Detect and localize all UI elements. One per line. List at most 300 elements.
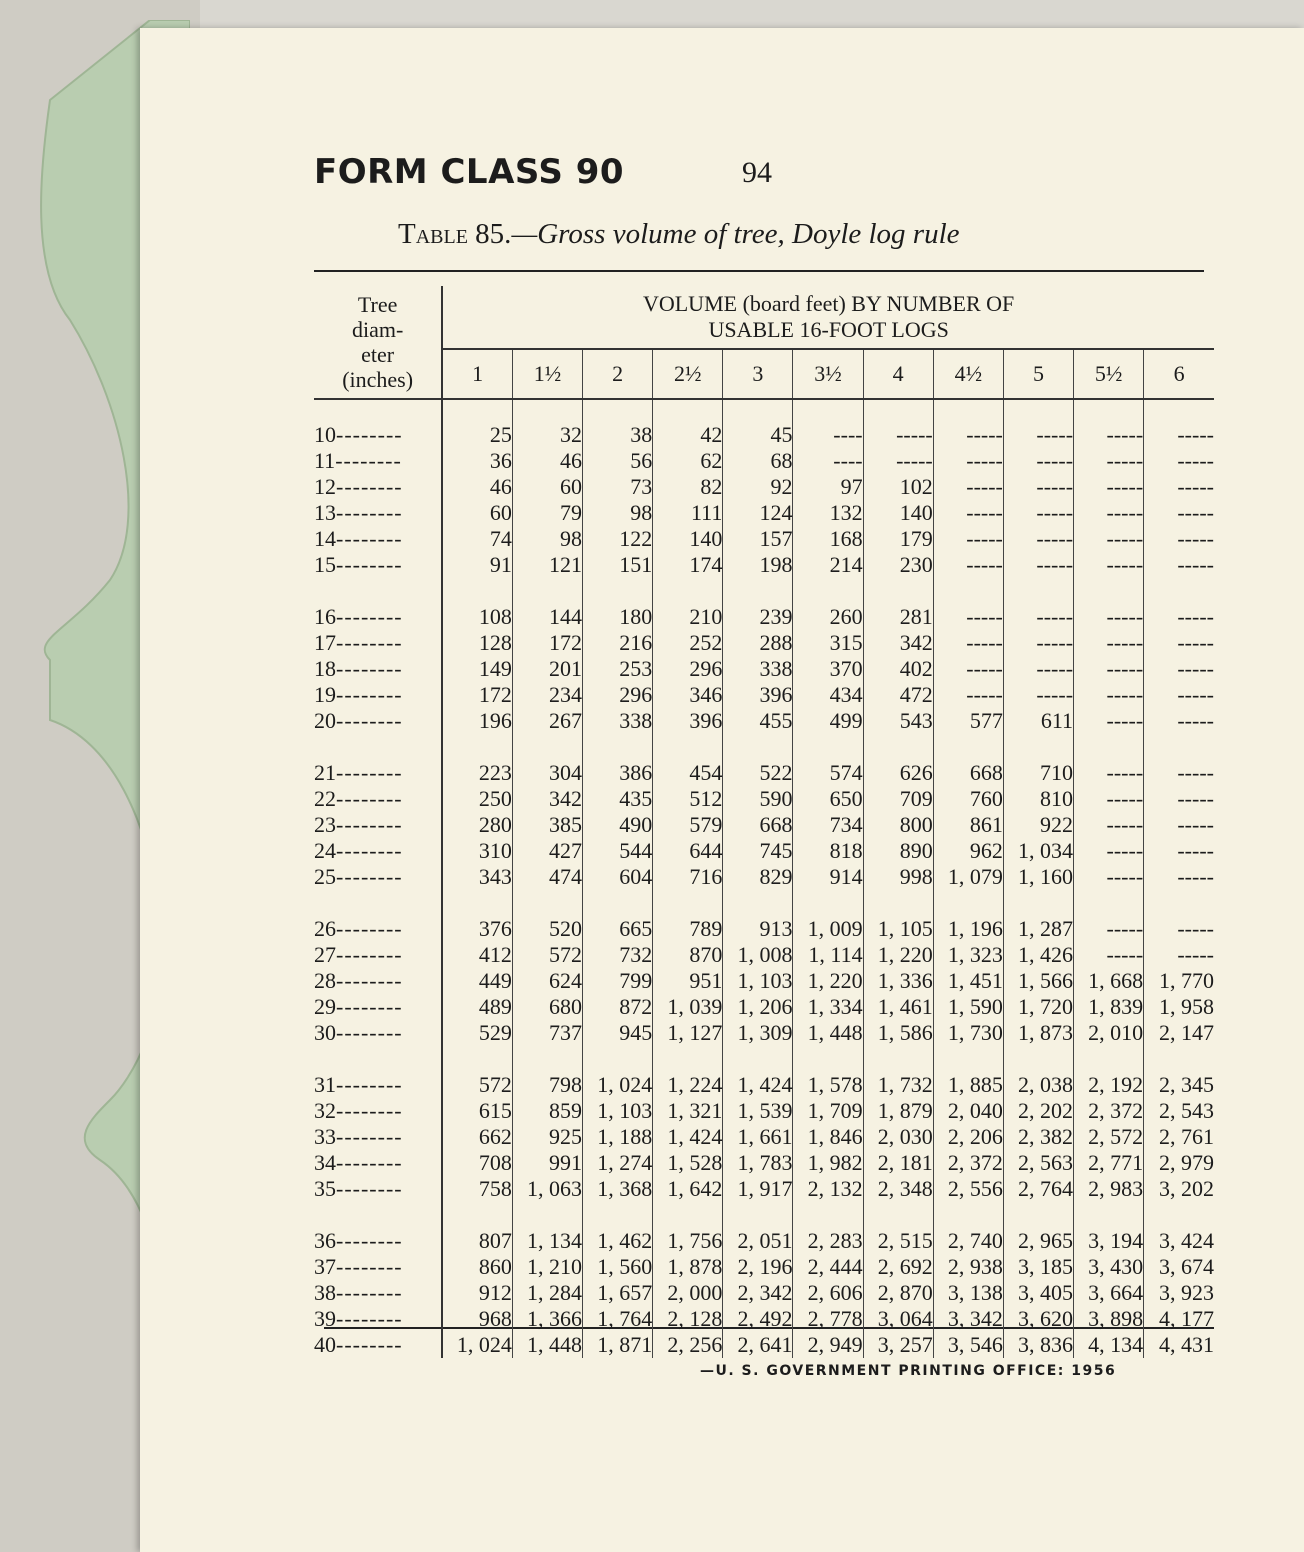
volume-cell: 1, 783 — [723, 1150, 793, 1176]
spacer-cell — [933, 1202, 1003, 1228]
spacer-cell — [512, 1202, 582, 1228]
diameter-cell — [314, 1072, 442, 1098]
diameter-cell — [314, 604, 442, 630]
diameter-value: 40 — [314, 1332, 336, 1357]
volume-cell: 2, 764 — [1003, 1176, 1073, 1202]
volume-cell: 914 — [793, 864, 863, 890]
table-row — [314, 526, 1214, 552]
spacer-cell — [863, 1202, 933, 1228]
volume-cell: 624 — [512, 968, 582, 994]
table-row — [314, 1306, 1214, 1332]
volume-cell: ----- — [1003, 448, 1073, 474]
log-count-header: 1½ — [512, 349, 582, 399]
volume-cell: 216 — [583, 630, 653, 656]
volume-cell: ----- — [1074, 682, 1144, 708]
group-spacer — [314, 1202, 1214, 1228]
spacer-cell — [1074, 890, 1144, 916]
volume-cell: 74 — [442, 526, 512, 552]
volume-cell: 2, 345 — [1159, 1072, 1214, 1097]
spacer-cell — [1003, 890, 1073, 916]
volume-cell: 2, 283 — [793, 1228, 863, 1254]
volume-cell: 818 — [793, 838, 863, 864]
volume-cell: ---- — [793, 448, 863, 474]
spacer-cell — [512, 1046, 582, 1072]
volume-cell: 474 — [512, 864, 582, 890]
volume-cell: 198 — [723, 552, 793, 578]
volume-cell: 449 — [442, 968, 512, 994]
volume-cell: 68 — [723, 448, 793, 474]
volume-cell: 1, 103 — [583, 1098, 653, 1124]
volume-cell: 860 — [442, 1254, 512, 1280]
volume-cell: 3, 185 — [1003, 1254, 1073, 1280]
volume-cell: ----- — [1177, 916, 1214, 941]
leader-dots: -------- — [336, 1228, 403, 1253]
volume-cell: 1, 024 — [583, 1072, 653, 1098]
volume-cell: 1, 366 — [512, 1306, 582, 1332]
volume-cell: 3, 898 — [1074, 1306, 1144, 1332]
volume-cell: 1, 424 — [653, 1124, 723, 1150]
volume-cell: 128 — [442, 630, 512, 656]
spacer-cell — [1144, 1046, 1214, 1072]
volume-cell: ----- — [933, 552, 1003, 578]
volume-cell: ----- — [1003, 604, 1073, 630]
spacer-cell — [442, 734, 512, 760]
volume-cell: 140 — [863, 500, 933, 526]
diameter-header-line: (inches) — [342, 367, 414, 392]
volume-cell: ----- — [933, 474, 1003, 500]
volume-cell: 3, 674 — [1159, 1254, 1214, 1279]
log-count-header: 6 — [1144, 349, 1214, 399]
volume-cell: 925 — [512, 1124, 582, 1150]
table-row — [314, 916, 1214, 942]
volume-cell: ----- — [1177, 786, 1214, 811]
volume-cell: 315 — [793, 630, 863, 656]
volume-cell: 210 — [653, 604, 723, 630]
volume-cell: 2, 983 — [1074, 1176, 1144, 1202]
spacer-cell — [583, 578, 653, 604]
volume-cell: 1, 657 — [583, 1280, 653, 1306]
diameter-header-line: Tree — [357, 292, 398, 317]
volume-cell: 2, 771 — [1074, 1150, 1144, 1176]
volume-cell: 2, 051 — [723, 1228, 793, 1254]
volume-cell: 32 — [512, 422, 582, 448]
volume-cell: 3, 405 — [1003, 1280, 1073, 1306]
table-title-lead: Table 85. — [398, 218, 512, 250]
spacer-cell — [583, 1202, 653, 1228]
volume-cell: 239 — [723, 604, 793, 630]
diameter-value: 39 — [314, 1306, 336, 1331]
leader-dots: -------- — [336, 604, 403, 629]
volume-cell: 1, 103 — [723, 968, 793, 994]
table-row — [314, 552, 1214, 578]
spacer-cell — [653, 1046, 723, 1072]
diameter-cell — [314, 864, 442, 890]
volume-cell: ----- — [863, 448, 933, 474]
volume-cell: 572 — [442, 1072, 512, 1098]
volume-cell: 1, 220 — [793, 968, 863, 994]
volume-cell: 512 — [653, 786, 723, 812]
leader-dots: -------- — [336, 682, 403, 707]
volume-cell: 310 — [442, 838, 512, 864]
volume-cell: 454 — [653, 760, 723, 786]
volume-cell: ----- — [933, 422, 1003, 448]
volume-cell: 1, 206 — [723, 994, 793, 1020]
volume-cell: 709 — [863, 786, 933, 812]
diameter-value: 25 — [314, 864, 336, 889]
volume-cell: ----- — [1177, 942, 1214, 967]
volume-cell: 98 — [512, 526, 582, 552]
volume-cell: 1, 039 — [653, 994, 723, 1020]
spacer-cell — [512, 890, 582, 916]
diameter-column-header — [314, 286, 442, 399]
volume-cell: 376 — [442, 916, 512, 942]
volume-cell: 338 — [723, 656, 793, 682]
volume-cell: 46 — [512, 448, 582, 474]
volume-cell: 579 — [653, 812, 723, 838]
volume-header-line: VOLUME (board feet) BY NUMBER OF — [642, 291, 1015, 316]
volume-cell: 455 — [723, 708, 793, 734]
diameter-cell — [314, 968, 442, 994]
volume-cell: ----- — [1074, 916, 1144, 942]
volume-cell: 180 — [583, 604, 653, 630]
volume-cell: 2, 563 — [1003, 1150, 1073, 1176]
volume-cell: 396 — [653, 708, 723, 734]
volume-cell: 234 — [512, 682, 582, 708]
diameter-cell — [314, 552, 442, 578]
volume-cell: 665 — [583, 916, 653, 942]
volume-cell: 2, 196 — [723, 1254, 793, 1280]
volume-cell: 3, 342 — [933, 1306, 1003, 1332]
diameter-cell — [314, 448, 442, 474]
volume-cell: 2, 382 — [1003, 1124, 1073, 1150]
diameter-cell — [314, 812, 442, 838]
table-row — [314, 1072, 1214, 1098]
volume-cell: 1, 323 — [933, 942, 1003, 968]
leader-dots: -------- — [336, 1306, 403, 1331]
table-row — [314, 786, 1214, 812]
spacer-cell — [1003, 399, 1073, 422]
group-spacer — [314, 890, 1214, 916]
volume-cell: 799 — [583, 968, 653, 994]
volume-cell: 1, 134 — [512, 1228, 582, 1254]
volume-cell: 758 — [442, 1176, 512, 1202]
volume-cell: 3, 430 — [1074, 1254, 1144, 1280]
volume-cell: 1, 879 — [863, 1098, 933, 1124]
table-row — [314, 1254, 1214, 1280]
volume-cell: 296 — [653, 656, 723, 682]
volume-cell: 991 — [512, 1150, 582, 1176]
diameter-value: 12 — [314, 474, 336, 499]
log-count-header: 4 — [863, 349, 933, 399]
log-count-header: 1 — [442, 349, 512, 399]
volume-cell: 1, 756 — [653, 1228, 723, 1254]
volume-cell: 2, 979 — [1159, 1150, 1214, 1175]
volume-cell: 2, 000 — [653, 1280, 723, 1306]
spacer-cell — [863, 578, 933, 604]
log-count-header: 5½ — [1074, 349, 1144, 399]
volume-cell: 2, 181 — [863, 1150, 933, 1176]
group-spacer — [314, 399, 1214, 422]
volume-cell: 2, 965 — [1003, 1228, 1073, 1254]
spacer-cell — [863, 1046, 933, 1072]
volume-cell: 4, 177 — [1159, 1306, 1214, 1331]
spacer-cell — [933, 578, 1003, 604]
spacer-cell — [723, 1202, 793, 1228]
volume-cell: 1, 462 — [583, 1228, 653, 1254]
volume-cell: 42 — [653, 422, 723, 448]
volume-cell: 1, 871 — [583, 1332, 653, 1358]
spacer-cell — [583, 890, 653, 916]
volume-cell: 604 — [583, 864, 653, 890]
diameter-cell — [314, 422, 442, 448]
volume-cell: ----- — [1074, 786, 1144, 812]
volume-cell: 732 — [583, 942, 653, 968]
spacer-cell — [723, 578, 793, 604]
volume-cell: 529 — [442, 1020, 512, 1046]
volume-cell: 2, 949 — [793, 1332, 863, 1358]
volume-cell: 760 — [933, 786, 1003, 812]
volume-cell: 1, 709 — [793, 1098, 863, 1124]
spacer-cell — [442, 1046, 512, 1072]
diameter-value: 28 — [314, 968, 336, 993]
volume-cell: 1, 287 — [1003, 916, 1073, 942]
table-row — [314, 1150, 1214, 1176]
volume-cell: 38 — [583, 422, 653, 448]
volume-cell: 434 — [793, 682, 863, 708]
volume-cell: 230 — [863, 552, 933, 578]
volume-cell: ----- — [1074, 812, 1144, 838]
spacer-cell — [723, 890, 793, 916]
volume-cell: 644 — [653, 838, 723, 864]
volume-cell: 4, 431 — [1159, 1332, 1214, 1357]
volume-cell: ----- — [1177, 682, 1214, 707]
volume-cell: 3, 546 — [933, 1332, 1003, 1358]
volume-cell: 111 — [653, 500, 723, 526]
leader-dots: -------- — [335, 448, 402, 473]
diameter-value: 32 — [314, 1098, 336, 1123]
volume-cell: 3, 923 — [1159, 1280, 1214, 1305]
diameter-value: 38 — [314, 1280, 336, 1305]
volume-cell: 1, 334 — [793, 994, 863, 1020]
spacer-cell — [442, 578, 512, 604]
volume-cell: ----- — [1074, 838, 1144, 864]
table-row — [314, 1228, 1214, 1254]
leader-dots: -------- — [336, 916, 403, 941]
leader-dots: -------- — [336, 942, 403, 967]
spacer-cell — [933, 399, 1003, 422]
volume-cell: 132 — [793, 500, 863, 526]
spacer-cell — [723, 399, 793, 422]
diameter-cell — [314, 630, 442, 656]
volume-cell: 3, 836 — [1003, 1332, 1073, 1358]
volume-cell: 829 — [723, 864, 793, 890]
volume-cell: 745 — [723, 838, 793, 864]
log-count-header: 5 — [1003, 349, 1073, 399]
diameter-value: 31 — [314, 1072, 336, 1097]
spacer-cell — [1074, 1202, 1144, 1228]
volume-cell: 1, 873 — [1003, 1020, 1073, 1046]
volume-cell: 1, 885 — [933, 1072, 1003, 1098]
diameter-value: 30 — [314, 1020, 336, 1045]
volume-cell: 544 — [583, 838, 653, 864]
diameter-cell — [314, 916, 442, 942]
volume-cell: 472 — [863, 682, 933, 708]
leader-dots: -------- — [336, 1020, 403, 1045]
volume-cell: 179 — [863, 526, 933, 552]
diameter-cell — [314, 1124, 442, 1150]
volume-cell: 3, 664 — [1074, 1280, 1144, 1306]
volume-cell: 680 — [512, 994, 582, 1020]
volume-cell: 650 — [793, 786, 863, 812]
spacer-cell — [863, 399, 933, 422]
table-row — [314, 968, 1214, 994]
diameter-cell — [314, 1332, 442, 1358]
volume-cell: 3, 620 — [1003, 1306, 1073, 1332]
volume-cell: 73 — [583, 474, 653, 500]
spacer-cell — [653, 399, 723, 422]
table-title — [398, 218, 960, 251]
table-row — [314, 474, 1214, 500]
volume-cell: 2, 348 — [863, 1176, 933, 1202]
volume-cell: 798 — [512, 1072, 582, 1098]
volume-cell: 2, 641 — [723, 1332, 793, 1358]
volume-cell: ----- — [1177, 838, 1214, 863]
volume-cell: 2, 040 — [933, 1098, 1003, 1124]
volume-cell: 1, 720 — [1003, 994, 1073, 1020]
volume-cell: ----- — [933, 682, 1003, 708]
spacer-cell — [1144, 399, 1214, 422]
diameter-cell — [314, 1098, 442, 1124]
spacer-cell — [933, 734, 1003, 760]
volume-cell: ----- — [933, 526, 1003, 552]
volume-cell: 1, 210 — [512, 1254, 582, 1280]
leader-dots: -------- — [336, 1176, 403, 1201]
volume-cell: ----- — [1003, 682, 1073, 708]
volume-cell: 668 — [933, 760, 1003, 786]
volume-cell: 370 — [793, 656, 863, 682]
table-row — [314, 500, 1214, 526]
spacer-cell — [442, 890, 512, 916]
leader-dots: -------- — [336, 786, 403, 811]
volume-cell: 1, 079 — [933, 864, 1003, 890]
leader-dots: -------- — [336, 760, 403, 785]
volume-cell: 1, 539 — [723, 1098, 793, 1124]
volume-cell: 1, 451 — [933, 968, 1003, 994]
table-row — [314, 422, 1214, 448]
diameter-value: 18 — [314, 656, 336, 681]
group-spacer — [314, 1046, 1214, 1072]
spacer-cell — [1003, 578, 1073, 604]
volume-cell: 2, 342 — [723, 1280, 793, 1306]
volume-cell: ----- — [1003, 526, 1073, 552]
volume-cell: 2, 372 — [933, 1150, 1003, 1176]
volume-cell: ----- — [1177, 604, 1214, 629]
leader-dots: -------- — [336, 1150, 403, 1175]
volume-cell: ----- — [1074, 422, 1144, 448]
leader-dots: -------- — [336, 656, 403, 681]
spacer-cell — [863, 734, 933, 760]
volume-cell: 144 — [512, 604, 582, 630]
diameter-value: 36 — [314, 1228, 336, 1253]
spacer-cell — [1144, 890, 1214, 916]
volume-cell: 1, 196 — [933, 916, 1003, 942]
volume-cell: 2, 128 — [653, 1306, 723, 1332]
volume-cell: ----- — [1177, 448, 1214, 473]
volume-cell: 267 — [512, 708, 582, 734]
volume-cell: 172 — [512, 630, 582, 656]
spacer-cell — [653, 890, 723, 916]
volume-cell: 2, 132 — [793, 1176, 863, 1202]
volume-cell: 280 — [442, 812, 512, 838]
diameter-cell — [314, 1176, 442, 1202]
table-row — [314, 1280, 1214, 1306]
volume-cell: 870 — [653, 942, 723, 968]
spacer-cell — [1144, 734, 1214, 760]
spacer-cell — [723, 1046, 793, 1072]
spacer-cell — [314, 578, 442, 604]
volume-cell: 1, 424 — [723, 1072, 793, 1098]
form-class-heading: FORM CLASS 90 — [314, 152, 625, 192]
leader-dots: -------- — [336, 422, 403, 447]
leader-dots: -------- — [336, 1124, 403, 1149]
volume-cell: 1, 764 — [583, 1306, 653, 1332]
volume-cell: 1, 770 — [1159, 968, 1214, 993]
spacer-cell — [793, 1046, 863, 1072]
volume-cell: 1, 958 — [1159, 994, 1214, 1019]
volume-cell: 2, 256 — [653, 1332, 723, 1358]
spacer-cell — [793, 734, 863, 760]
volume-cell: ----- — [933, 500, 1003, 526]
volume-cell: 1, 528 — [653, 1150, 723, 1176]
table-row — [314, 994, 1214, 1020]
log-count-header: 3½ — [793, 349, 863, 399]
volume-cell: 338 — [583, 708, 653, 734]
volume-cell: 499 — [793, 708, 863, 734]
diameter-value: 24 — [314, 838, 336, 863]
volume-cell: ----- — [1074, 760, 1144, 786]
volume-cell: 913 — [723, 916, 793, 942]
volume-cell: ----- — [1177, 500, 1214, 525]
volume-cell: ----- — [1074, 604, 1144, 630]
table-row — [314, 630, 1214, 656]
volume-cell: ----- — [933, 630, 1003, 656]
spacer-cell — [653, 1202, 723, 1228]
volume-cell: 3, 194 — [1074, 1228, 1144, 1254]
volume-cell: 2, 492 — [723, 1306, 793, 1332]
volume-cell: ----- — [1003, 474, 1073, 500]
log-count-header: 2½ — [653, 349, 723, 399]
leader-dots: -------- — [336, 552, 403, 577]
volume-cell: 490 — [583, 812, 653, 838]
diameter-value: 15 — [314, 552, 336, 577]
volume-cell: 1, 105 — [863, 916, 933, 942]
spacer-cell — [583, 734, 653, 760]
volume-cell: 386 — [583, 760, 653, 786]
volume-cell: 668 — [723, 812, 793, 838]
volume-cell: 396 — [723, 682, 793, 708]
leader-dots: -------- — [336, 708, 403, 733]
volume-cell: 2, 740 — [933, 1228, 1003, 1254]
spacer-cell — [723, 734, 793, 760]
diameter-cell — [314, 760, 442, 786]
volume-cell: 800 — [863, 812, 933, 838]
group-spacer — [314, 578, 1214, 604]
volume-cell: 710 — [1003, 760, 1073, 786]
volume-cell: 572 — [512, 942, 582, 968]
volume-cell: 1, 661 — [723, 1124, 793, 1150]
leader-dots: -------- — [336, 1098, 403, 1123]
volume-cell: 1, 878 — [653, 1254, 723, 1280]
